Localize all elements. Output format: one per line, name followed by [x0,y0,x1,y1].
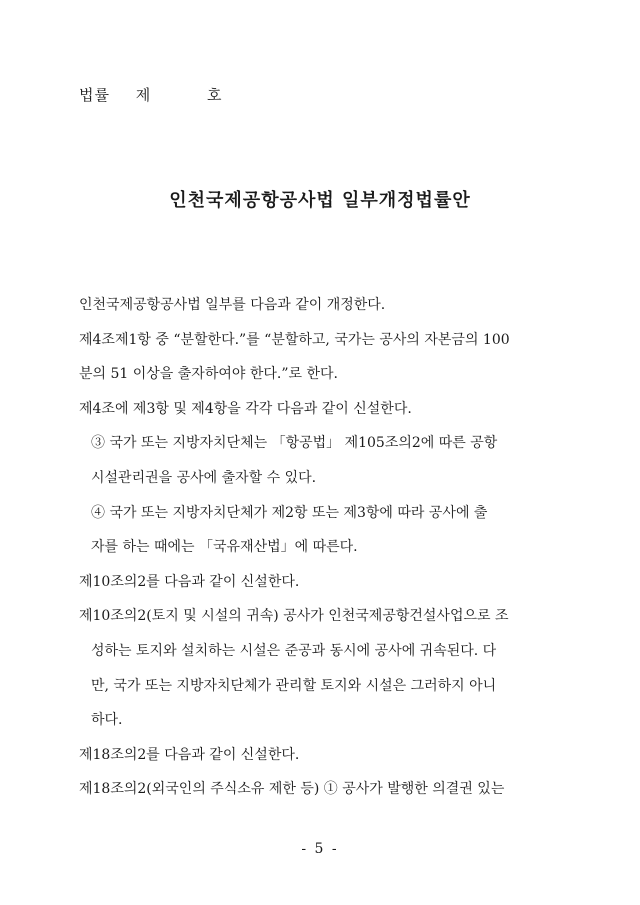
bill-title: 인천국제공항공사법 일부개정법률안 [169,190,471,211]
body-line: 제18조의2를 다음과 같이 신설한다. [79,746,300,763]
body-line: 만, 국가 또는 지방자치단체가 관리할 토지와 시설은 그러하지 아니 [91,677,497,694]
body-line: 제4조에 제3항 및 제4항을 각각 다음과 같이 신설한다. [79,400,412,417]
body-line: 제18조의2(외국인의 주식소유 제한 등) ① 공사가 발행한 의결권 있는 [79,781,505,798]
body-line: 제10조의2(토지 및 시설의 귀속) 공사가 인천국제공항건설사업으로 조 [79,608,509,625]
bill-number-line [79,84,223,105]
body-line: 성하는 토지와 설치하는 시설은 준공과 동시에 공사에 귀속된다. 다 [91,642,497,659]
bill-body [79,292,564,811]
number-suffix: 호 [207,86,223,104]
body-line: 인천국제공항공사법 일부를 다음과 같이 개정한다. [79,297,386,313]
page-number: - 5 - [301,841,339,857]
body-line: 하다. [91,712,123,729]
law-label: 법률 [79,86,110,104]
body-line: 분의 51 이상을 출자하여야 한다.”로 한다. [79,366,338,383]
body-line: ④ 국가 또는 지방자치단체가 제2항 또는 제3항에 따라 공사에 출 [91,504,488,521]
number-label: 제 [135,86,152,104]
body-line: 자를 하는 때에는 「국유재산법」에 따른다. [91,539,358,556]
body-line: ③ 국가 또는 지방자치단체는 「항공법」 제105조의2에 따른 공항 [91,435,498,452]
body-line: 제10조의2를 다음과 같이 신설한다. [79,573,300,590]
body-line: 제4조제1항 중 “분할한다.”를 “분할하고, 국가는 공사의 자본금의 100 [79,331,510,348]
body-line: 시설관리권을 공사에 출자할 수 있다. [91,469,317,486]
